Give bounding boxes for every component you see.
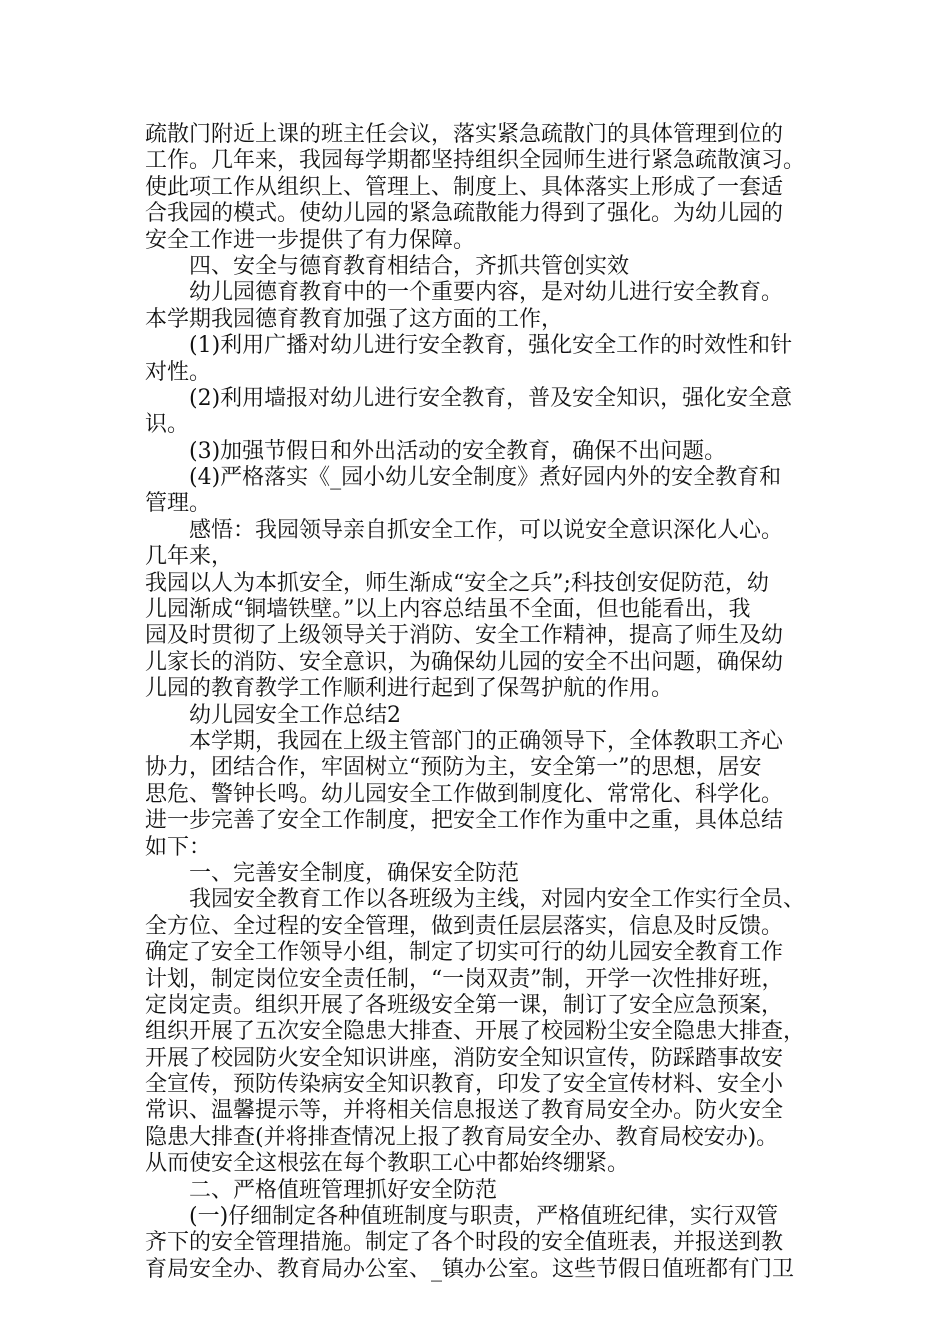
- text-line: 定岗定责。组织开展了各班级安全第一课，制订了安全应急预案，: [145, 992, 784, 1018]
- text-line: 本学期我园德育教育加强了这方面的工作，: [145, 306, 564, 332]
- text-line: 全方位、全过程的安全管理，做到责任层层落实，信息及时反馈。: [145, 913, 784, 939]
- text-line: 使此项工作从组织上、管理上、制度上、具体落实上形成了一套适: [145, 174, 784, 200]
- section-heading: 二、严格值班管理抓好安全防范: [189, 1177, 498, 1203]
- text-line: 儿家长的消防、安全意识，为确保幼儿园的安全不出问题，确保幼: [145, 649, 784, 675]
- text-line: 管理。: [145, 491, 212, 517]
- text-line: 感悟：我园领导亲自抓安全工作，可以说安全意识深化人心。: [189, 517, 784, 543]
- document-page: [145, 122, 815, 1283]
- text-line: (一)仔细制定各种值班制度与职责，严格值班纪律，实行双管: [189, 1204, 779, 1230]
- text-line: 园及时贯彻了上级领导关于消防、安全工作精神，提高了师生及幼: [145, 623, 784, 649]
- list-item: (2)利用墙报对幼儿进行安全教育，普及安全知识，强化安全意: [189, 385, 793, 411]
- text-line: 组织开展了五次安全隐患大排查、开展了校园粉尘安全隐患大排查，: [145, 1019, 806, 1045]
- text-line: 儿园渐成“铜墙铁壁。”以上内容总结虽不全面，但也能看出，我: [145, 597, 751, 623]
- list-item: (4)严格落实《_园小幼儿安全制度》煮好园内外的安全教育和: [189, 465, 782, 491]
- text-line: 儿园的教育教学工作顺利进行起到了保驾护航的作用。: [145, 676, 674, 702]
- text-line: 进一步完善了安全工作制度，把安全工作作为重中之重，具体总结: [145, 808, 784, 834]
- section-heading: 四、安全与德育教育相结合，齐抓共管创实效: [189, 253, 630, 279]
- list-item: (1)利用广播对幼儿进行安全教育，强化安全工作的时效性和针: [189, 333, 793, 359]
- text-line: 育局安全办、教育局办公室、_镇办公室。这些节假日值班都有门卫: [145, 1256, 795, 1282]
- text-line: 从而使安全这根弦在每个教职工心中都始终绷紧。: [145, 1151, 630, 1177]
- text-line: 思危、警钟长鸣。幼儿园安全工作做到制度化、常常化、科学化。: [145, 781, 784, 807]
- text-line: 常识、温馨提示等，并将相关信息报送了教育局安全办。防火安全: [145, 1098, 784, 1124]
- text-line: 本学期，我园在上级主管部门的正确领导下，全体教职工齐心: [189, 728, 784, 754]
- text-line: 我园安全教育工作以各班级为主线，对园内安全工作实行全员、: [189, 887, 806, 913]
- text-line: 确定了安全工作领导小组，制定了切实可行的幼儿园安全教育工作: [145, 940, 784, 966]
- text-line: 协力，团结合作，牢固树立“预防为主，安全第一”的思想，居安: [145, 755, 762, 781]
- text-line: 对性。: [145, 359, 212, 385]
- section-heading: 一、完善安全制度，确保安全防范: [189, 860, 520, 886]
- text-line: 几年来，: [145, 544, 234, 570]
- text-line: 工作。几年来，我园每学期都坚持组织全园师生进行紧急疏散演习。: [145, 148, 806, 174]
- text-line: 我园以人为本抓安全，师生渐成“安全之兵”;科技创安促防范，幼: [145, 570, 769, 596]
- text-line: 幼儿园德育教育中的一个重要内容，是对幼儿进行安全教育。: [189, 280, 784, 306]
- text-line: 隐患大排查(并将排查情况上报了教育局安全办、教育局校安办)。: [145, 1124, 779, 1150]
- list-item: (3)加强节假日和外出活动的安全教育，确保不出问题。: [189, 438, 727, 464]
- text-line: 如下：: [145, 834, 212, 860]
- text-line: 识。: [145, 412, 190, 438]
- text-line: 疏散门附近上课的班主任会议，落实紧急疏散门的具体管理到位的: [145, 122, 784, 147]
- text-line: 合我园的模式。使幼儿园的紧急疏散能力得到了强化。为幼儿园的: [145, 201, 784, 227]
- text-line: 全宣传，预防传染病安全知识教育，印发了安全宣传材料、安全小: [145, 1072, 784, 1098]
- text-line: 安全工作进一步提供了有力保障。: [145, 227, 476, 253]
- text-line: 计划，制定岗位安全责任制，“一岗双责”制，开学一次性排好班，: [145, 966, 784, 992]
- document-title: 幼儿园安全工作总结2: [189, 702, 401, 728]
- text-line: 齐下的安全管理措施。制定了各个时段的安全值班表，并报送到教: [145, 1230, 784, 1256]
- text-line: 开展了校园防火安全知识讲座，消防安全知识宣传，防踩踏事故安: [145, 1045, 784, 1071]
